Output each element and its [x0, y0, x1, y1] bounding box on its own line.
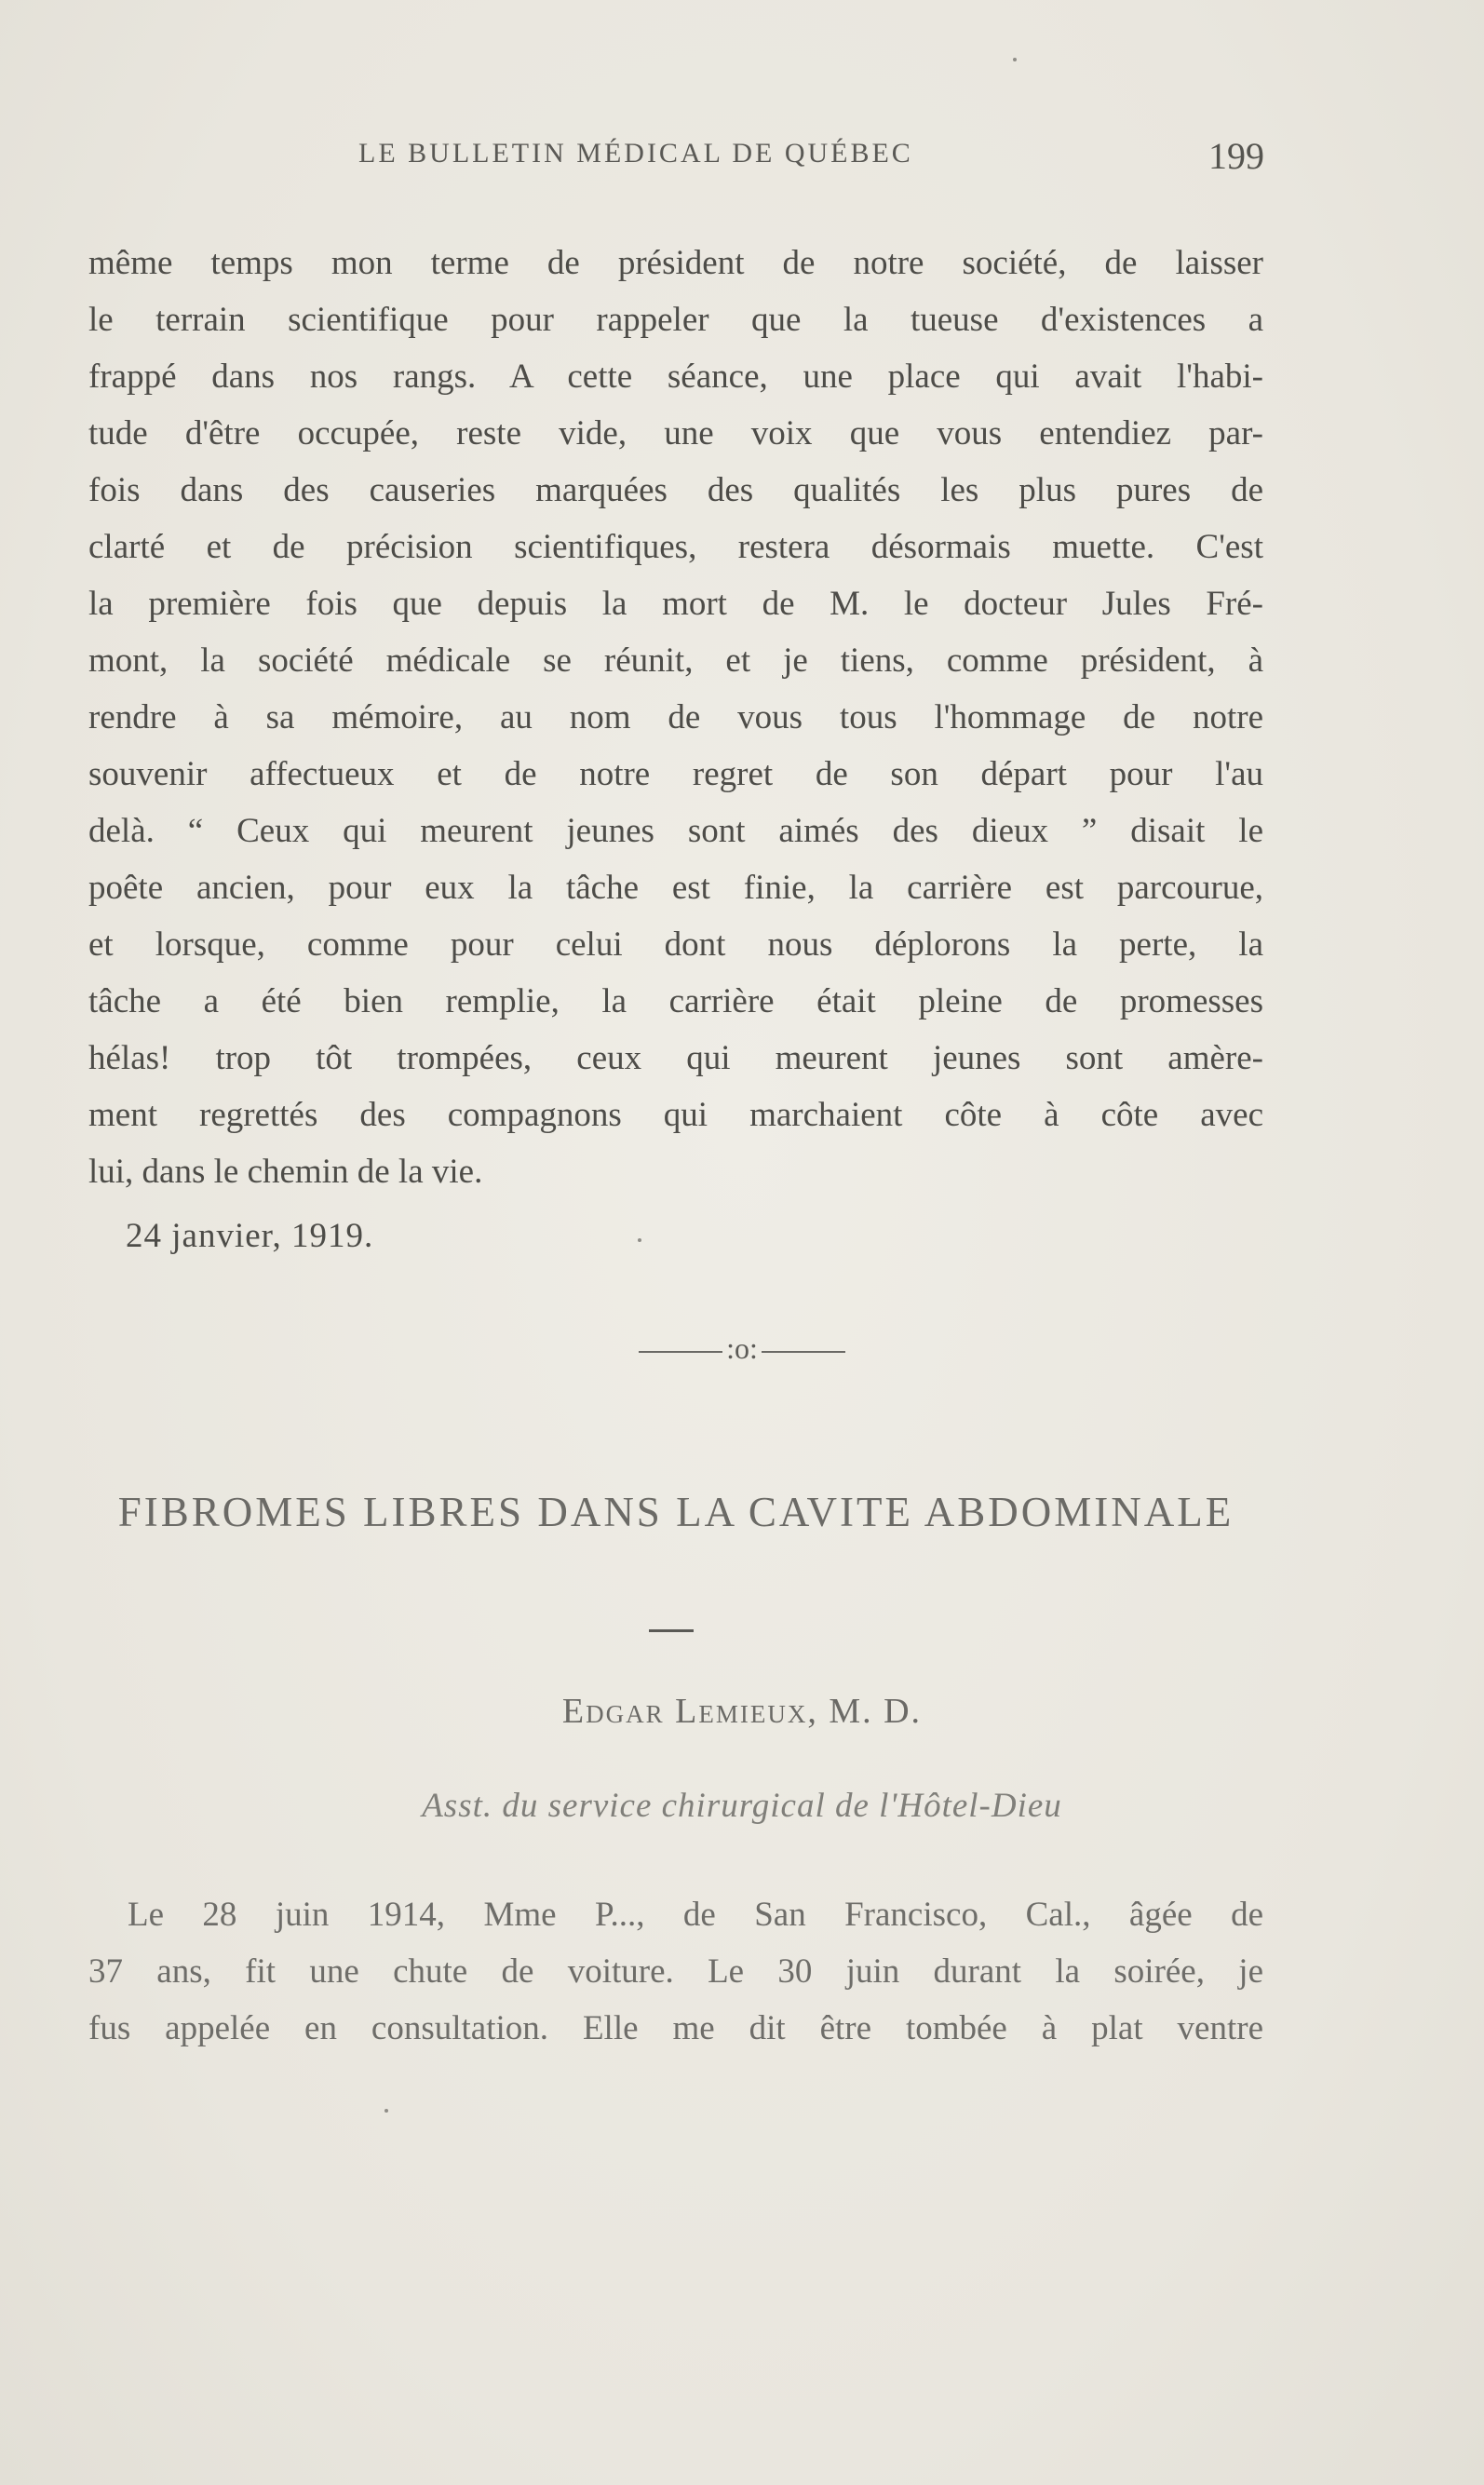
text-line: tâche a été bien remplie, la carrière était pleine de promesses [88, 982, 1263, 1020]
text-line: le terrain scientifique pour rappeler que la tueuse d'existences a [88, 301, 1263, 339]
text-line: mont, la société médicale se réunit, et je tiens, comme président, à [88, 642, 1263, 680]
text-line: tude d'être occupée, reste vide, une voix que vous entendiez par- [88, 414, 1263, 452]
paragraph-eulogy [88, 235, 1263, 1200]
text-line: la première fois que depuis la mort de M. le docteur Jules Fré- [88, 585, 1263, 623]
title-rule [649, 1629, 694, 1632]
text-line: souvenir affectueux et de notre regret de son départ pour l'au [88, 755, 1263, 793]
running-head: LE BULLETIN MÉDICAL DE QUÉBEC [358, 138, 913, 169]
text-line: et lorsque, comme pour celui dont nous déplorons la perte, la [88, 925, 1263, 964]
paper-speck [1013, 58, 1017, 61]
text-line: fus appelée en consultation. Elle me dit être tombée à plat ventre [88, 2009, 1263, 2047]
paper-speck [638, 1238, 641, 1242]
author-affiliation: Asst. du service chirurgical de l'Hôtel-Dieu [422, 1787, 1062, 1825]
separator-rule-left [639, 1351, 722, 1353]
text-line: poête ancien, pour eux la tâche est finie, la carrière est parcourue, [88, 869, 1263, 907]
section-separator [0, 1331, 1484, 1366]
article-title: FIBROMES LIBRES DANS LA CAVITE ABDOMINALE [117, 1489, 1234, 1535]
separator-mark: :o: [726, 1331, 758, 1365]
text-line: delà. “ Ceux qui meurent jeunes sont aimés des dieux ” disait le [88, 812, 1263, 850]
paper-speck [384, 2109, 388, 2113]
text-line: ment regrettés des compagnons qui marchaient côte à côte avec [88, 1096, 1263, 1134]
page-number: 199 [1208, 135, 1264, 177]
text-line: même temps mon terme de président de notre société, de laisser [88, 244, 1263, 282]
text-line: 37 ans, fit une chute de voiture. Le 30 juin durant la soirée, je [88, 1952, 1263, 1991]
text-line: lui, dans le chemin de la vie. [88, 1153, 483, 1191]
text-line: hélas! trop tôt trompées, ceux qui meurent jeunes sont amère- [88, 1039, 1263, 1077]
paragraph-case-report [88, 1886, 1263, 2057]
text-line: frappé dans nos rangs. A cette séance, une place qui avait l'habi- [88, 358, 1263, 396]
date-line: 24 janvier, 1919. [126, 1217, 374, 1255]
separator-rule-right [762, 1351, 845, 1353]
text-line: fois dans des causeries marquées des qualités les plus pures de [88, 471, 1263, 509]
article-author: Edgar Lemieux, M. D. [561, 1692, 923, 1731]
text-line: clarté et de précision scientifiques, restera désormais muette. C'est [88, 528, 1263, 566]
text-line: Le 28 juin 1914, Mme P..., de San Francisco, Cal., âgée de [128, 1896, 1263, 1934]
text-line: rendre à sa mémoire, au nom de vous tous l'hommage de notre [88, 698, 1263, 736]
